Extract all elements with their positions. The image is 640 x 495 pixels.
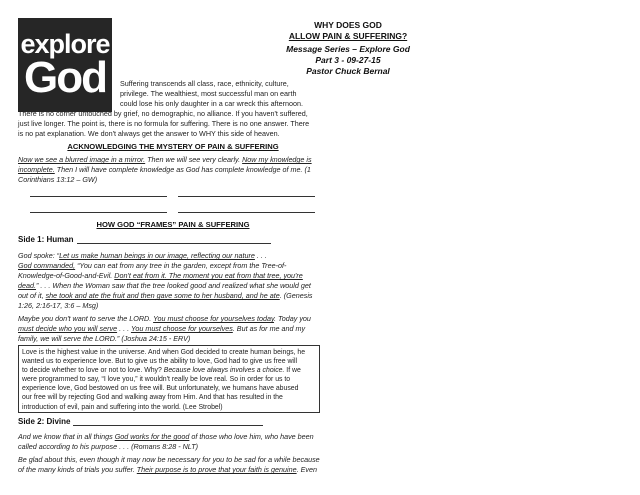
quote-line: Love is the highest value in the universe. And when God decided to create human beings, he	[22, 349, 306, 356]
corinthians-verse-line-2	[18, 165, 324, 175]
verse-phrase: Then I will have complete knowledge as God has complete knowledge of me. (1	[54, 165, 311, 174]
verse-phrase: must decide who you will serve	[18, 324, 118, 333]
genesis-line-2	[18, 261, 324, 271]
side-2-heading	[18, 417, 263, 426]
peter-line-1: Be glad about this, even though it may now be necessary for you to be sad for a while because	[18, 455, 320, 464]
intro-line-6: is no pat explanation. We don't always get the answer to WHY this side of heaven.	[18, 129, 280, 138]
part-date: Part 3 - 09-27-15	[315, 55, 381, 65]
fill-in-blank	[73, 418, 263, 426]
quote-line: were programmed to say, “I love you,” it wouldn't really be love real. So in order for us to	[22, 376, 291, 384]
verse-phrase: out of it,	[18, 291, 46, 300]
verse-phrase: . . .	[117, 324, 131, 333]
peter-line-2	[18, 465, 324, 475]
verse-phrase: . Even	[296, 465, 317, 474]
fill-in-lines-row-1	[30, 195, 315, 197]
side-2-label: Side 2: Divine	[18, 417, 71, 426]
quote-line: introduction of evil, pain and suffering into the world. (Lee Strobel)	[22, 403, 223, 411]
verse-phrase: . But as for me and my	[232, 324, 306, 333]
verse-phrase: Don't eat from it. The moment you eat from that tree, you're	[114, 271, 303, 280]
quote-line: our free will by rejecting God and walking away from Him. And that has resulted in the	[22, 394, 283, 402]
title-line-1: WHY DOES GOD	[314, 20, 382, 30]
verse-phrase: You must choose for yourselves	[130, 324, 233, 333]
fill-in-blank	[30, 195, 167, 197]
quote-line: experience love, God bestowed on us free will. But unfortunately, we humans have abused	[22, 385, 299, 393]
logo-line-2: God	[24, 53, 106, 102]
verse-phrase: You must choose for yourselves today	[153, 314, 275, 323]
verse-phrase: of the many kinds of trials you suffer.	[18, 465, 137, 474]
verse-phrase: incomplete.	[18, 165, 55, 174]
verse-phrase: . Today you	[274, 314, 311, 323]
quote-phrase: Because love always involves a choice.	[163, 367, 285, 375]
romans-line-1	[18, 432, 324, 442]
side-1-label: Side 1: Human	[18, 235, 74, 244]
verse-phrase: Their purpose is to prove that your faith is genuine	[136, 465, 297, 474]
fill-in-lines-row-2	[30, 211, 315, 213]
verse-phrase: . . .	[254, 251, 267, 260]
verse-phrase: Let us make human beings in our image, reflecting our nature	[59, 251, 255, 260]
genesis-line-4	[18, 281, 324, 291]
verse-phrase: family, we will serve the	[18, 334, 95, 343]
pastor-name: Pastor Chuck Bernal	[306, 66, 390, 76]
verse-phrase: God works for the good	[114, 432, 190, 441]
verse-phrase: God commanded,	[18, 261, 76, 270]
fill-in-blank	[77, 236, 271, 244]
genesis-line-3	[18, 271, 324, 281]
quote-phrase: If we	[284, 367, 301, 375]
verse-phrase: Maybe you don't want to serve the	[18, 314, 130, 323]
corinthians-verse-line-1	[18, 155, 324, 165]
quote-line: wanted us to experience love. But to give us the ability to love, God had to give us free will	[22, 358, 298, 366]
verse-phrase: dead.	[18, 281, 36, 290]
lee-strobel-quote-box	[18, 345, 320, 413]
verse-phrase: .	[149, 314, 154, 323]
verse-phrase: Then we will see very clearly.	[145, 155, 243, 164]
verse-phrase: And we know that in all things	[18, 432, 115, 441]
verse-phrase: Knowledge-of-Good-and-Evil.	[18, 271, 115, 280]
quote-line	[22, 366, 316, 375]
quote-phrase: to decide whether to love or not to love. Why?	[22, 367, 164, 375]
verse-phrase: God spoke: “	[18, 251, 60, 260]
fill-in-blank	[30, 211, 167, 213]
genesis-line-5	[18, 291, 324, 301]
verse-phrase: .” (Joshua 24:15 - ERV)	[114, 334, 191, 343]
verse-phrase: “You can eat from any tree in the garden, except from the Tree-of-	[75, 261, 287, 270]
intro-line-4: There is no corner untouched by grief, no demographic, no alliance. If you haven't suffered,	[18, 109, 308, 118]
joshua-line-2	[18, 324, 324, 334]
verse-phrase: LORD	[129, 314, 150, 323]
joshua-line-3	[18, 334, 324, 344]
fill-in-blank	[178, 211, 315, 213]
intro-line-1: Suffering transcends all class, race, ethnicity, culture,	[120, 79, 289, 88]
series-subtitle: Message Series – Explore God	[286, 44, 410, 54]
verse-phrase: LORD	[94, 334, 115, 343]
verse-phrase: Now my knowledge is	[242, 155, 312, 164]
verse-phrase: ” . . . When the Woman saw that the tree looked good and realized what she would get	[36, 281, 311, 290]
joshua-line-1	[18, 314, 324, 324]
section-title-frames: HOW GOD “FRAMES” PAIN & SUFFERING	[96, 220, 250, 229]
logo-line-1: explore	[20, 29, 110, 59]
intro-line-5: just live longer. The point is, there is no formula for suffering. There is no one answer. There	[18, 119, 310, 128]
verse-phrase: Now we see a blurred image in a mirror.	[18, 155, 146, 164]
intro-line-3: could lose his only daughter in a car wreck this afternoon.	[120, 99, 303, 108]
explore-god-logo	[18, 18, 112, 112]
verse-phrase: . (Genesis	[279, 291, 313, 300]
corinthians-verse-line-3: Corinthians 13:12 – GW)	[18, 175, 98, 184]
verse-phrase: of those who love him, who have been	[189, 432, 314, 441]
section-title-mystery: ACKNOWLEDGING THE MYSTERY OF PAIN & SUFFERING	[67, 142, 279, 151]
genesis-line-6: 1:26, 2:16-17, 3:6 – Msg)	[18, 301, 99, 310]
verse-phrase: she took and ate the fruit and then gave some to her husband, and he ate	[45, 291, 280, 300]
intro-line-2: privilege. The wealthiest, most successful man on earth	[120, 89, 297, 98]
genesis-line-1	[18, 251, 324, 261]
romans-line-2: called according to his purpose . . . (Romans 8:28 - NLT)	[18, 442, 199, 451]
title-line-2: ALLOW PAIN & SUFFERING?	[288, 31, 408, 41]
fill-in-blank	[178, 195, 315, 197]
side-1-heading	[18, 235, 271, 244]
